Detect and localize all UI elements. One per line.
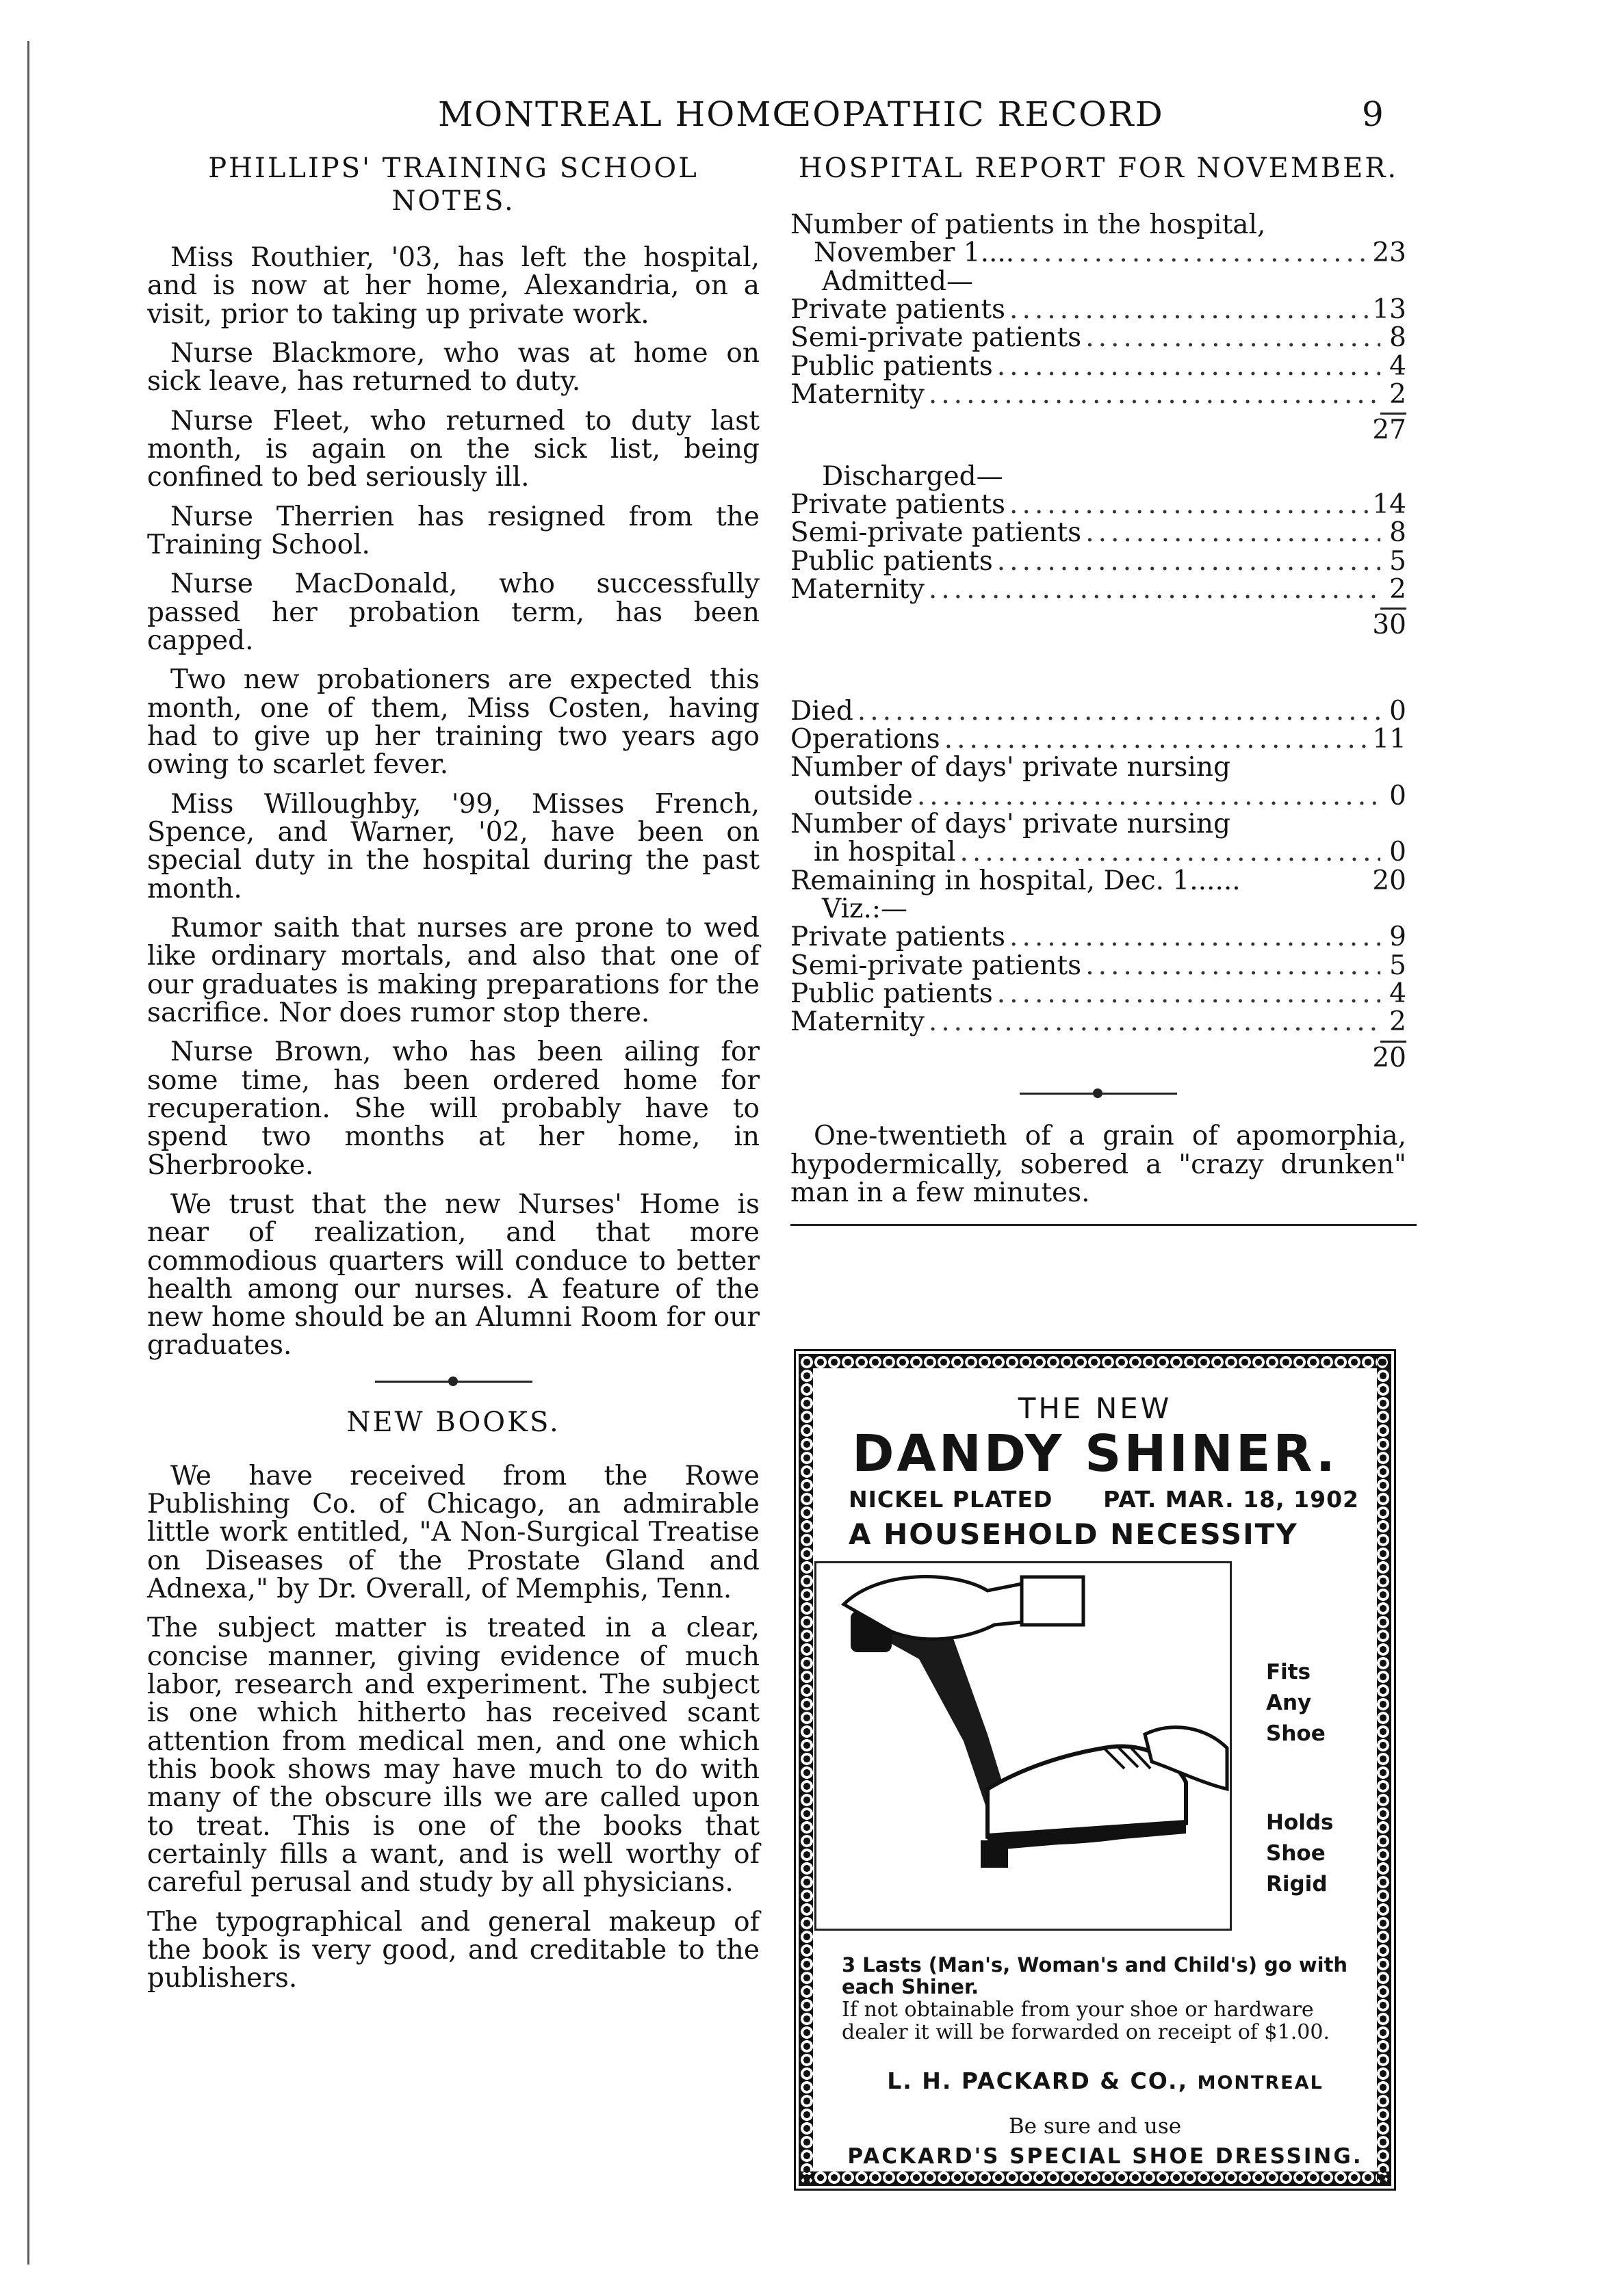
row-label: Maternity bbox=[790, 573, 925, 605]
training-note: Two new probationers are expected this month, one of them, Miss Costen, having had to give up her training two years ago owing to scarlet fever. bbox=[147, 664, 760, 781]
ad-order-text: If not obtainable from your shoe or hardware dealer it will be forwarded on receipt of $1.00. bbox=[842, 1997, 1330, 2044]
report-row-discharged bbox=[790, 519, 1406, 547]
ad-side-line: Shoe bbox=[1266, 1840, 1326, 1866]
row-label: Maternity bbox=[790, 378, 925, 410]
dandy-shiner-advertisement bbox=[794, 1349, 1396, 2191]
row-value: 2 bbox=[1389, 573, 1406, 605]
leader-dots bbox=[993, 980, 1380, 1008]
ad-side-features bbox=[1266, 1657, 1326, 1749]
row-label: Private patients bbox=[790, 488, 1006, 520]
row-label: Remaining in hospital, Dec. 1...... bbox=[790, 865, 1241, 896]
row-label: Died bbox=[790, 695, 853, 727]
row-value: 2 bbox=[1389, 378, 1406, 410]
training-note: Nurse Brown, who has been ailing for some time, has been ordered home for recuperation. She will probably have to spend two months at her home, in Sherbrooke. bbox=[147, 1036, 760, 1181]
right-column bbox=[790, 152, 1406, 1226]
left-column bbox=[147, 152, 760, 2004]
running-head: MONTREAL HOMŒOPATHIC RECORD bbox=[438, 94, 1164, 134]
row-label: Maternity bbox=[790, 1006, 925, 1038]
sum-rule bbox=[790, 608, 1406, 610]
section-divider bbox=[375, 1381, 532, 1383]
row-label: Public patients bbox=[790, 978, 993, 1009]
report-row-admitted bbox=[790, 324, 1406, 352]
row-value: 13 bbox=[1372, 293, 1406, 325]
training-note: Nurse Fleet, who returned to duty last month, is again on the sick list, being confined to bed seriously ill. bbox=[147, 405, 760, 493]
row-label: Public patients bbox=[790, 350, 993, 382]
admitted-label: Admitted— bbox=[822, 265, 973, 297]
hospital-report bbox=[790, 211, 1406, 1072]
row-value: 0 bbox=[1389, 695, 1406, 727]
leader-dots bbox=[955, 838, 1380, 866]
row-value: 0 bbox=[1389, 780, 1406, 811]
row-label: November 1.... bbox=[814, 237, 1015, 269]
leader-dots bbox=[1014, 239, 1372, 267]
remaining-total: 20 bbox=[1372, 1042, 1406, 1073]
row-label: Semi-private patients bbox=[790, 517, 1082, 549]
row-label: Private patients bbox=[790, 922, 1006, 953]
hospital-report-heading: HOSPITAL REPORT FOR NOVEMBER. bbox=[798, 153, 1399, 184]
training-note: We trust that the new Nurses' Home is near of realization, and that more commodious quarters will conduce to better health among our nurses. A feature of the new home should be an Alumni Room for our graduates. bbox=[147, 1188, 760, 1361]
ad-be-sure: Be sure and use bbox=[1008, 2114, 1182, 2139]
discharged-label: Discharged— bbox=[822, 460, 1003, 492]
leader-dots bbox=[1005, 923, 1380, 951]
row-value: 4 bbox=[1389, 978, 1406, 1009]
row-value: 5 bbox=[1389, 950, 1406, 981]
row-label: Operations bbox=[790, 723, 940, 755]
ad-company-city: MONTREAL bbox=[1197, 2072, 1324, 2093]
report-row-private-outside bbox=[790, 782, 1406, 810]
leader-dots bbox=[925, 575, 1380, 603]
column-rule bbox=[790, 1224, 1417, 1226]
shoe-shiner-drawing-icon bbox=[816, 1563, 1230, 1929]
ad-side-line: Shoe bbox=[1266, 1721, 1326, 1746]
report-row-admitted bbox=[790, 352, 1406, 380]
ad-lasts-text: 3 Lasts (Man's, Woman's and Child's) go with each Shiner. bbox=[842, 1953, 1348, 1998]
report-row-died bbox=[790, 697, 1406, 725]
page-number: 9 bbox=[1362, 94, 1384, 134]
row-value: 5 bbox=[1389, 545, 1406, 577]
row-label: Semi-private patients bbox=[790, 322, 1082, 354]
row-value: 2 bbox=[1389, 1006, 1406, 1038]
sum-rule bbox=[790, 413, 1406, 415]
leader-dots bbox=[993, 352, 1380, 380]
ad-tagline: A HOUSEHOLD NECESSITY bbox=[849, 1517, 1298, 1551]
leader-dots bbox=[925, 380, 1380, 408]
chain-border bbox=[801, 1356, 1389, 1368]
row-label: Public patients bbox=[790, 545, 993, 577]
ad-side-line: Holds bbox=[1266, 1810, 1334, 1835]
books-paragraph: The subject matter is treated in a clear, concise manner, giving evidence of much labor, research and experiment. The subject is one which hitherto has received scant attention from medical men, and one which this book shows may have much to do with many of the obscure ills we are called upon to treat. This is one of the books that certainly fills a want, and is well worthy of careful perusal and study by all physicians. bbox=[147, 1613, 760, 1899]
ad-side-line: Fits bbox=[1266, 1660, 1311, 1684]
row-value: 0 bbox=[1389, 837, 1406, 868]
row-label: outside bbox=[814, 780, 913, 811]
report-row-discharged bbox=[790, 575, 1406, 603]
report-row-remaining-detail bbox=[790, 923, 1406, 951]
report-row-private-hospital bbox=[790, 838, 1406, 866]
binding-edge-rule bbox=[27, 41, 29, 2265]
row-value: 14 bbox=[1372, 488, 1406, 520]
patients-label: Number of patients in the hospital, bbox=[790, 209, 1266, 240]
discharged-total: 30 bbox=[1372, 610, 1406, 641]
ad-title-small: THE NEW bbox=[1018, 1392, 1172, 1425]
report-row-remaining-detail bbox=[790, 1008, 1406, 1036]
row-label: in hospital bbox=[814, 837, 956, 868]
new-books-heading: NEW BOOKS. bbox=[346, 1406, 560, 1438]
report-row-operations bbox=[790, 725, 1406, 753]
row-value: 20 bbox=[1372, 865, 1406, 896]
report-row-discharged bbox=[790, 547, 1406, 575]
shoe-shiner-illustration bbox=[814, 1561, 1232, 1931]
leader-dots bbox=[1081, 519, 1380, 547]
ad-shoe-dressing: PACKARD'S SPECIAL SHOE DRESSING. bbox=[847, 2144, 1363, 2169]
report-row-remaining-detail bbox=[790, 952, 1406, 980]
apomorphia-note: One-twentieth of a grain of apomorphia, hypodermically, sobered a "crazy drunken" man in a few minutes. bbox=[790, 1120, 1406, 1209]
training-note: Rumor saith that nurses are prone to wed like ordinary mortals, and also that one of our graduates is making preparations for the sacrifice. Nor does rumor stop there. bbox=[147, 912, 760, 1028]
ad-body bbox=[842, 1955, 1369, 2044]
row-value: 11 bbox=[1372, 723, 1406, 755]
row-value: 8 bbox=[1389, 322, 1406, 354]
ad-company-name: L. H. PACKARD & CO., bbox=[887, 2067, 1189, 2094]
books-paragraph: We have received from the Rowe Publishing Co. of Chicago, an admirable little work entitled, "A Non-Surgical Treatise on Diseases of the Prostate Gland and Adnexa," by Dr. Overall, of Memphis, Tenn. bbox=[147, 1460, 760, 1605]
ad-company bbox=[842, 2067, 1369, 2094]
report-row-remaining-detail bbox=[790, 980, 1406, 1008]
report-row-november bbox=[790, 239, 1406, 267]
chain-border bbox=[801, 2171, 1389, 2184]
books-paragraph: The typographical and general makeup of the book is very good, and creditable to the publishers. bbox=[147, 1906, 760, 1994]
ad-side-line: Any bbox=[1266, 1690, 1312, 1715]
leader-dots bbox=[925, 1008, 1380, 1036]
leader-dots bbox=[1081, 324, 1380, 352]
leader-dots bbox=[940, 725, 1373, 753]
training-note: Nurse Therrien has resigned from the Training School. bbox=[147, 501, 760, 560]
training-note: Miss Routhier, '03, has left the hospital, and is now at her home, Alexandria, on a visit, prior to taking up private work. bbox=[147, 242, 760, 330]
leader-dots bbox=[993, 547, 1380, 575]
training-note: Nurse MacDonald, who successfully passed her probation term, has been capped. bbox=[147, 569, 760, 656]
report-row-discharged bbox=[790, 488, 1406, 520]
row-label: Semi-private patients bbox=[790, 950, 1082, 981]
report-row-admitted bbox=[790, 380, 1406, 408]
admitted-total: 27 bbox=[1372, 415, 1406, 446]
training-note: Miss Willoughby, '99, Misses French, Spence, and Warner, '02, have been on special duty in the hospital during the past month. bbox=[147, 788, 760, 904]
ad-title: DANDY SHINER. bbox=[852, 1424, 1338, 1483]
row-value: 4 bbox=[1389, 350, 1406, 382]
leader-dots bbox=[913, 782, 1380, 810]
training-school-heading: PHILLIPS' TRAINING SCHOOL NOTES. bbox=[208, 153, 699, 217]
sum-rule bbox=[790, 1041, 1406, 1043]
ad-side-features bbox=[1266, 1808, 1334, 1900]
report-row-admitted bbox=[790, 293, 1406, 325]
row-value: 9 bbox=[1389, 922, 1406, 953]
private-nursing-hospital-label: Number of days' private nursing bbox=[790, 808, 1230, 839]
row-label: Private patients bbox=[790, 293, 1006, 325]
ad-patent-date: PAT. MAR. 18, 1902 bbox=[1103, 1486, 1359, 1513]
row-value: 8 bbox=[1389, 517, 1406, 549]
viz-label: Viz.:— bbox=[822, 893, 908, 924]
section-divider bbox=[1020, 1093, 1177, 1095]
report-row-remaining bbox=[790, 867, 1406, 895]
leader-dots bbox=[1081, 952, 1380, 980]
ad-nickel-plated: NICKEL PLATED bbox=[849, 1486, 1053, 1513]
leader-dots bbox=[853, 697, 1380, 725]
ad-side-line: Rigid bbox=[1266, 1871, 1328, 1896]
private-nursing-outside-label: Number of days' private nursing bbox=[790, 752, 1230, 783]
training-note: Nurse Blackmore, who was at home on sick leave, has returned to duty. bbox=[147, 337, 760, 397]
row-value: 23 bbox=[1372, 237, 1406, 269]
leader-dots bbox=[1005, 491, 1372, 519]
leader-dots bbox=[1005, 296, 1372, 324]
